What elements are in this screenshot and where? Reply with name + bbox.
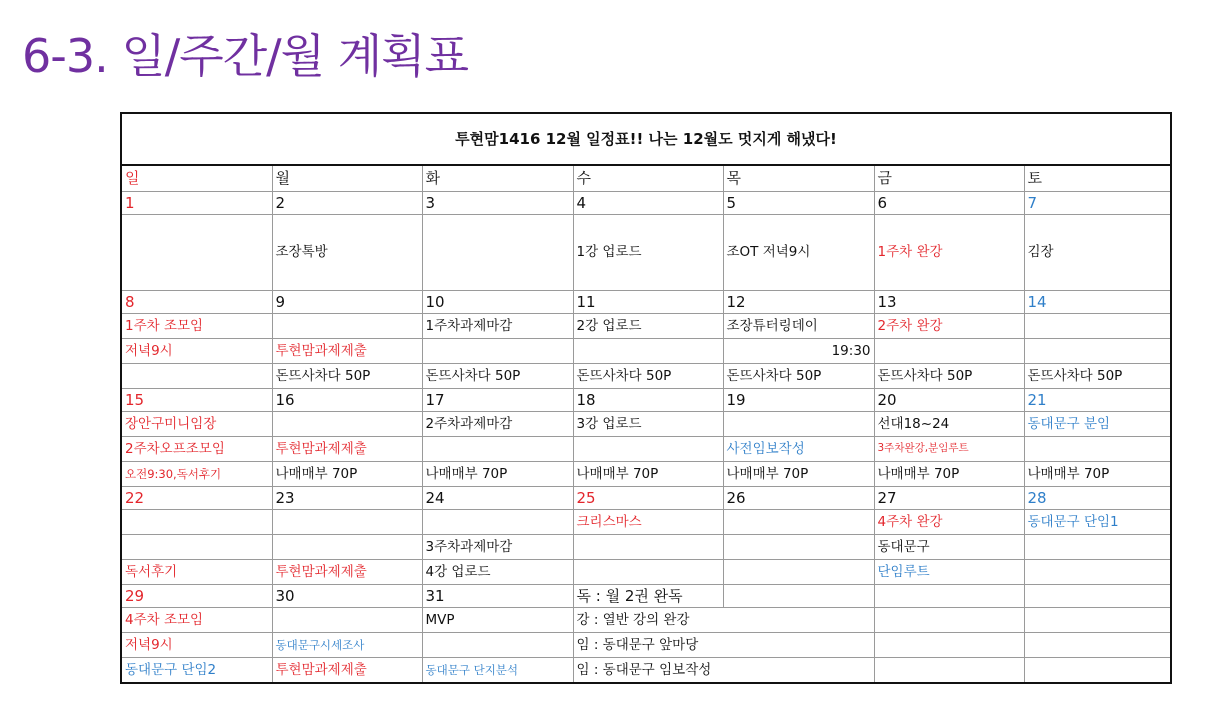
- blank-cell: [874, 633, 1024, 658]
- event-cell: [272, 314, 422, 339]
- event-cell: 1주차 조모임: [121, 314, 272, 339]
- event-cell: 나매매부 70P: [723, 462, 874, 487]
- date-cell: 2: [272, 192, 422, 215]
- event-cell: [1024, 339, 1171, 364]
- event-cell: 크리스마스: [573, 510, 723, 535]
- date-cell: 26: [723, 487, 874, 510]
- event-cell: 동대문구 단지분석: [422, 658, 573, 684]
- event-cell: 김장: [1024, 215, 1171, 291]
- date-cell: 5: [723, 192, 874, 215]
- event-cell: [272, 608, 422, 633]
- blank-cell: [1024, 658, 1171, 684]
- date-cell: 18: [573, 389, 723, 412]
- event-cell: 동대문구 분임: [1024, 412, 1171, 437]
- event-cell: [573, 339, 723, 364]
- event-cell: [723, 535, 874, 560]
- date-cell: 24: [422, 487, 573, 510]
- event-cell: 나매매부 70P: [272, 462, 422, 487]
- date-cell: 1: [121, 192, 272, 215]
- event-cell: 돈뜨사차다 50P: [573, 364, 723, 389]
- event-cell: [723, 510, 874, 535]
- event-cell: 4주차 완강: [874, 510, 1024, 535]
- event-cell: [1024, 535, 1171, 560]
- event-cell: [1024, 560, 1171, 585]
- date-cell: 31: [422, 585, 573, 608]
- schedule-caption: 투현맘1416 12월 일정표!! 나는 12월도 멋지게 해냈다!: [121, 113, 1171, 165]
- date-cell: 14: [1024, 291, 1171, 314]
- event-cell: [422, 437, 573, 462]
- weekday-sun: 일: [121, 165, 272, 192]
- date-cell: 22: [121, 487, 272, 510]
- event-cell: 나매매부 70P: [874, 462, 1024, 487]
- event-cell: [1024, 314, 1171, 339]
- date-cell: 9: [272, 291, 422, 314]
- event-cell: [723, 560, 874, 585]
- event-cell: [422, 633, 573, 658]
- date-cell: 13: [874, 291, 1024, 314]
- event-cell: [121, 510, 272, 535]
- event-cell: 오전9:30,독서후기: [121, 462, 272, 487]
- event-cell: 2주차오프조모임: [121, 437, 272, 462]
- event-cell: 돈뜨사차다 50P: [422, 364, 573, 389]
- event-cell: 독서후기: [121, 560, 272, 585]
- event-cell: 조장톡방: [272, 215, 422, 291]
- event-cell: 돈뜨사차다 50P: [874, 364, 1024, 389]
- event-cell: 돈뜨사차다 50P: [272, 364, 422, 389]
- event-cell: 선대18~24: [874, 412, 1024, 437]
- event-cell: 투현맘과제제출: [272, 437, 422, 462]
- date-cell: 12: [723, 291, 874, 314]
- event-cell: 3강 업로드: [573, 412, 723, 437]
- weekday-wed: 수: [573, 165, 723, 192]
- weekday-mon: 월: [272, 165, 422, 192]
- weekday-sat: 토: [1024, 165, 1171, 192]
- slide-title: 6-3. 일/주간/월 계획표: [22, 29, 469, 83]
- note-cell: 강 : 열반 강의 완강: [573, 608, 874, 633]
- event-cell: 투현맘과제제출: [272, 339, 422, 364]
- event-cell: [121, 535, 272, 560]
- blank-cell: [1024, 633, 1171, 658]
- blank-cell: [1024, 585, 1171, 608]
- event-cell: 저녁9시: [121, 633, 272, 658]
- event-cell: 동대문구 단임2: [121, 658, 272, 684]
- event-cell: [121, 364, 272, 389]
- blank-cell: [874, 658, 1024, 684]
- event-cell: 돈뜨사차다 50P: [723, 364, 874, 389]
- event-cell: 사전임보작성: [723, 437, 874, 462]
- note-cell: 임 : 동대문구 앞마당: [573, 633, 874, 658]
- event-cell: 3주차완강,분임루트: [874, 437, 1024, 462]
- event-cell: 1주차과제마감: [422, 314, 573, 339]
- blank-cell: [723, 585, 874, 608]
- date-cell: 28: [1024, 487, 1171, 510]
- date-cell: 4: [573, 192, 723, 215]
- event-cell: [121, 215, 272, 291]
- date-cell: 25: [573, 487, 723, 510]
- event-cell: 저녁9시: [121, 339, 272, 364]
- event-cell: 4주차 조모임: [121, 608, 272, 633]
- event-cell: [272, 412, 422, 437]
- event-cell: 2주차과제마감: [422, 412, 573, 437]
- event-cell: 1강 업로드: [573, 215, 723, 291]
- date-cell: 10: [422, 291, 573, 314]
- date-cell: 30: [272, 585, 422, 608]
- blank-cell: [1024, 608, 1171, 633]
- date-cell: 3: [422, 192, 573, 215]
- event-cell: 2주차 완강: [874, 314, 1024, 339]
- event-cell: [422, 510, 573, 535]
- event-cell: 1주차 완강: [874, 215, 1024, 291]
- event-cell: 조장튜터링데이: [723, 314, 874, 339]
- event-cell: [422, 339, 573, 364]
- note-cell: 독 : 월 2권 완독: [573, 585, 723, 608]
- event-cell: [272, 510, 422, 535]
- event-cell: [723, 412, 874, 437]
- monthly-schedule-table: [120, 112, 1172, 684]
- blank-cell: [874, 585, 1024, 608]
- date-cell: 19: [723, 389, 874, 412]
- event-cell: 장안구미니임장: [121, 412, 272, 437]
- event-cell: 나매매부 70P: [573, 462, 723, 487]
- date-cell: 11: [573, 291, 723, 314]
- event-cell: [573, 560, 723, 585]
- date-cell: 6: [874, 192, 1024, 215]
- date-cell: 8: [121, 291, 272, 314]
- date-cell: 29: [121, 585, 272, 608]
- date-cell: 20: [874, 389, 1024, 412]
- date-cell: 15: [121, 389, 272, 412]
- event-cell: 투현맘과제제출: [272, 560, 422, 585]
- event-cell: 동대문구: [874, 535, 1024, 560]
- event-cell: 동대문구 단임1: [1024, 510, 1171, 535]
- event-cell: [573, 437, 723, 462]
- event-cell: [573, 535, 723, 560]
- weekday-thu: 목: [723, 165, 874, 192]
- event-cell: [874, 339, 1024, 364]
- event-cell: 3주차과제마감: [422, 535, 573, 560]
- weekday-fri: 금: [874, 165, 1024, 192]
- event-cell: 동대문구시세조사: [272, 633, 422, 658]
- date-cell: 7: [1024, 192, 1171, 215]
- date-cell: 16: [272, 389, 422, 412]
- event-cell: [272, 535, 422, 560]
- event-cell: 돈뜨사차다 50P: [1024, 364, 1171, 389]
- event-cell: [422, 215, 573, 291]
- note-cell: 임 : 동대문구 임보작성: [573, 658, 874, 684]
- event-cell: 조OT 저녁9시: [723, 215, 874, 291]
- event-cell: 4강 업로드: [422, 560, 573, 585]
- date-cell: 23: [272, 487, 422, 510]
- event-cell: [1024, 437, 1171, 462]
- event-cell: 19:30: [723, 339, 874, 364]
- event-cell: 단임루트: [874, 560, 1024, 585]
- date-cell: 21: [1024, 389, 1171, 412]
- event-cell: MVP: [422, 608, 573, 633]
- date-cell: 27: [874, 487, 1024, 510]
- weekday-tue: 화: [422, 165, 573, 192]
- event-cell: 2강 업로드: [573, 314, 723, 339]
- event-cell: 투현맘과제제출: [272, 658, 422, 684]
- blank-cell: [874, 608, 1024, 633]
- date-cell: 17: [422, 389, 573, 412]
- event-cell: 나매매부 70P: [422, 462, 573, 487]
- event-cell: 나매매부 70P: [1024, 462, 1171, 487]
